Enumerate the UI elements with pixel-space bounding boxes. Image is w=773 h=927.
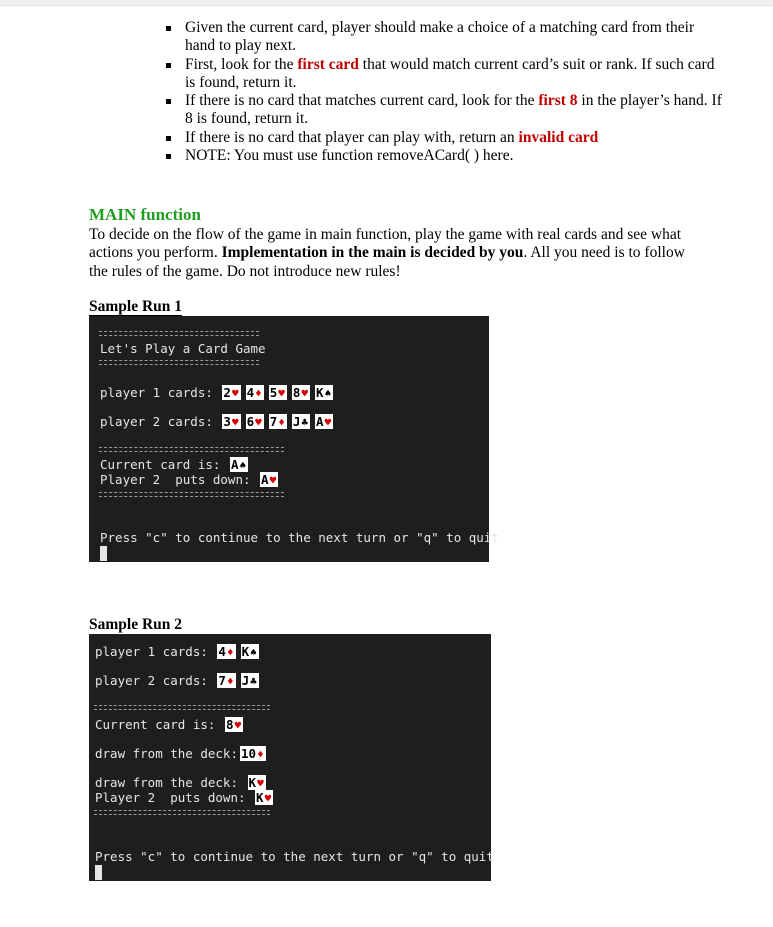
dashed-divider — [99, 331, 259, 336]
rule-highlight: first card — [297, 55, 359, 73]
puts-down-line — [95, 790, 276, 805]
player-2-label: player 2 cards: — [95, 673, 208, 688]
red-suit-icon: ♦ — [226, 675, 234, 688]
banner-text: Let's Play a Card Game — [100, 341, 266, 356]
card-rank: A — [230, 457, 239, 472]
para-bold: Implementation in the main is decided by you — [221, 244, 524, 262]
dashed-divider — [99, 360, 259, 365]
current-card — [228, 457, 251, 472]
playing-card — [269, 385, 287, 400]
playing-card — [315, 414, 333, 429]
dashed-divider — [94, 810, 270, 815]
para-text: . All you need is to follow the rules of the game. Do not introduce new rules! — [89, 244, 685, 280]
playing-card — [241, 644, 259, 659]
player-1-cards-line — [100, 385, 336, 400]
red-suit-icon: ♦ — [226, 646, 234, 659]
red-suit-icon: ♥ — [234, 719, 242, 732]
card-rank: A — [316, 414, 324, 429]
puts-down-line — [100, 472, 281, 487]
terminal-sample-run-2 — [89, 634, 494, 881]
card-rank: 10 — [241, 746, 257, 761]
terminal-cursor — [95, 865, 102, 880]
sample-run-2-heading — [89, 616, 182, 634]
red-suit-icon: ♥ — [264, 792, 272, 805]
playing-card — [260, 472, 278, 487]
rule-item — [165, 147, 725, 165]
rule-text: First, look for the — [185, 55, 298, 73]
player-2-label: player 2 cards: — [100, 414, 213, 429]
card-rank: K — [241, 644, 250, 659]
card-rank: A — [261, 472, 269, 487]
puts-down-card — [253, 790, 276, 805]
red-suit-icon: ♥ — [324, 416, 332, 429]
card-rank: 5 — [269, 385, 278, 400]
rule-item — [165, 56, 725, 93]
card-rank: K — [248, 775, 257, 790]
rule-highlight: first 8 — [538, 92, 578, 110]
rule-item — [165, 92, 725, 129]
page-top-border — [0, 0, 773, 6]
card-rank: 2 — [223, 385, 231, 400]
card-rank: 3 — [223, 414, 231, 429]
main-function-heading: MAIN function — [89, 205, 201, 224]
rule-text: in the player’s hand. If 8 is found, return it. — [185, 92, 722, 128]
sample-run-2-title: Sample Run 2 — [89, 616, 183, 633]
current-card-line — [95, 717, 246, 732]
card-rank: K — [256, 790, 264, 805]
rule-text: If there is no card that matches current card, look for the — [185, 92, 539, 110]
black-suit-icon: ♠ — [239, 459, 247, 472]
card-rank: J — [292, 414, 301, 429]
draw-line-1 — [95, 746, 269, 761]
playing-card — [246, 385, 264, 400]
player-1-hand — [220, 385, 336, 400]
playing-card — [217, 644, 235, 659]
playing-card — [241, 673, 259, 688]
sample-run-1-heading — [89, 298, 182, 316]
card-rank: 8 — [292, 385, 301, 400]
rule-text: that would match current card’s suit or rank. If such card is found, return it. — [185, 55, 715, 91]
black-suit-icon: ♠ — [250, 646, 257, 659]
red-suit-icon: ♦ — [278, 416, 285, 429]
playing-card — [292, 385, 310, 400]
dashed-divider — [99, 492, 284, 497]
terminal-sample-run-1 — [89, 316, 499, 562]
card-rank: 6 — [246, 414, 255, 429]
rule-item — [165, 19, 725, 56]
sample-run-1-title: Sample Run 1 — [89, 298, 183, 315]
draw-label: draw from the deck: — [95, 746, 238, 761]
playing-card — [315, 385, 333, 400]
terminal-cursor — [100, 546, 107, 561]
playing-card — [255, 790, 273, 805]
drawn-card — [246, 775, 269, 790]
playing-card — [246, 414, 264, 429]
red-suit-icon: ♥ — [269, 474, 277, 487]
playing-card — [269, 414, 287, 429]
playing-card — [222, 414, 240, 429]
playing-card — [225, 717, 243, 732]
playing-card — [292, 414, 310, 429]
para-text: To decide on the flow of the game in main function, play the game with real cards and see what actions you perform. — [89, 226, 682, 262]
dashed-divider — [94, 705, 270, 710]
playing-card — [230, 457, 248, 472]
card-rank: 7 — [218, 673, 226, 688]
player-2-hand — [215, 673, 261, 688]
player-1-hand — [215, 644, 261, 659]
current-card-label: Current card is: — [95, 717, 216, 732]
puts-down-card — [258, 472, 281, 487]
drawn-card — [238, 746, 269, 761]
rule-text: Given the current card, player should make a choice of a matching card from their hand to play next. — [185, 19, 695, 55]
player-1-label: player 1 cards: — [95, 644, 208, 659]
rule-text: NOTE: You must use function removeACard( ) here. — [185, 147, 514, 165]
rule-text: If there is no card that player can play with, return an — [185, 128, 519, 146]
dashed-divider — [99, 447, 284, 452]
continue-prompt: Press "c" to continue to the next turn or "q" to quit — [100, 530, 499, 545]
playing-card — [240, 746, 266, 761]
card-rank: 8 — [225, 717, 234, 732]
player-2-hand — [220, 414, 336, 429]
puts-down-label: Player 2 puts down: — [95, 790, 246, 805]
red-suit-icon: ♥ — [278, 387, 285, 400]
rule-item — [165, 129, 725, 147]
black-suit-icon: ♠ — [324, 387, 332, 400]
black-suit-icon: ♣ — [250, 675, 257, 688]
draw-line-2 — [95, 775, 269, 790]
card-rank: K — [316, 385, 324, 400]
card-rank: J — [241, 673, 250, 688]
playing-card — [222, 385, 240, 400]
puts-down-label: Player 2 puts down: — [100, 472, 251, 487]
main-function-paragraph — [89, 226, 689, 281]
card-rank: 4 — [218, 644, 226, 659]
player-2-cards-line — [100, 414, 336, 429]
red-suit-icon: ♥ — [301, 387, 309, 400]
draw-label: draw from the deck: — [95, 775, 238, 790]
red-suit-icon: ♥ — [257, 777, 264, 790]
red-suit-icon: ♦ — [257, 748, 264, 761]
card-rank: 4 — [246, 385, 255, 400]
red-suit-icon: ♥ — [255, 416, 262, 429]
player-1-cards-line — [95, 644, 262, 659]
card-rank: 7 — [269, 414, 278, 429]
playing-card — [248, 775, 266, 790]
player-1-label: player 1 cards: — [100, 385, 213, 400]
black-suit-icon: ♣ — [301, 416, 309, 429]
current-card — [223, 717, 246, 732]
red-suit-icon: ♥ — [231, 416, 239, 429]
red-suit-icon: ♥ — [231, 387, 239, 400]
current-card-label: Current card is: — [100, 457, 221, 472]
rule-highlight: invalid card — [518, 128, 599, 146]
continue-prompt: Press "c" to continue to the next turn or "q" to quit — [95, 849, 494, 864]
rules-list — [165, 19, 725, 165]
current-card-line — [100, 457, 251, 472]
playing-card — [217, 673, 235, 688]
red-suit-icon: ♦ — [255, 387, 262, 400]
player-2-cards-line — [95, 673, 262, 688]
